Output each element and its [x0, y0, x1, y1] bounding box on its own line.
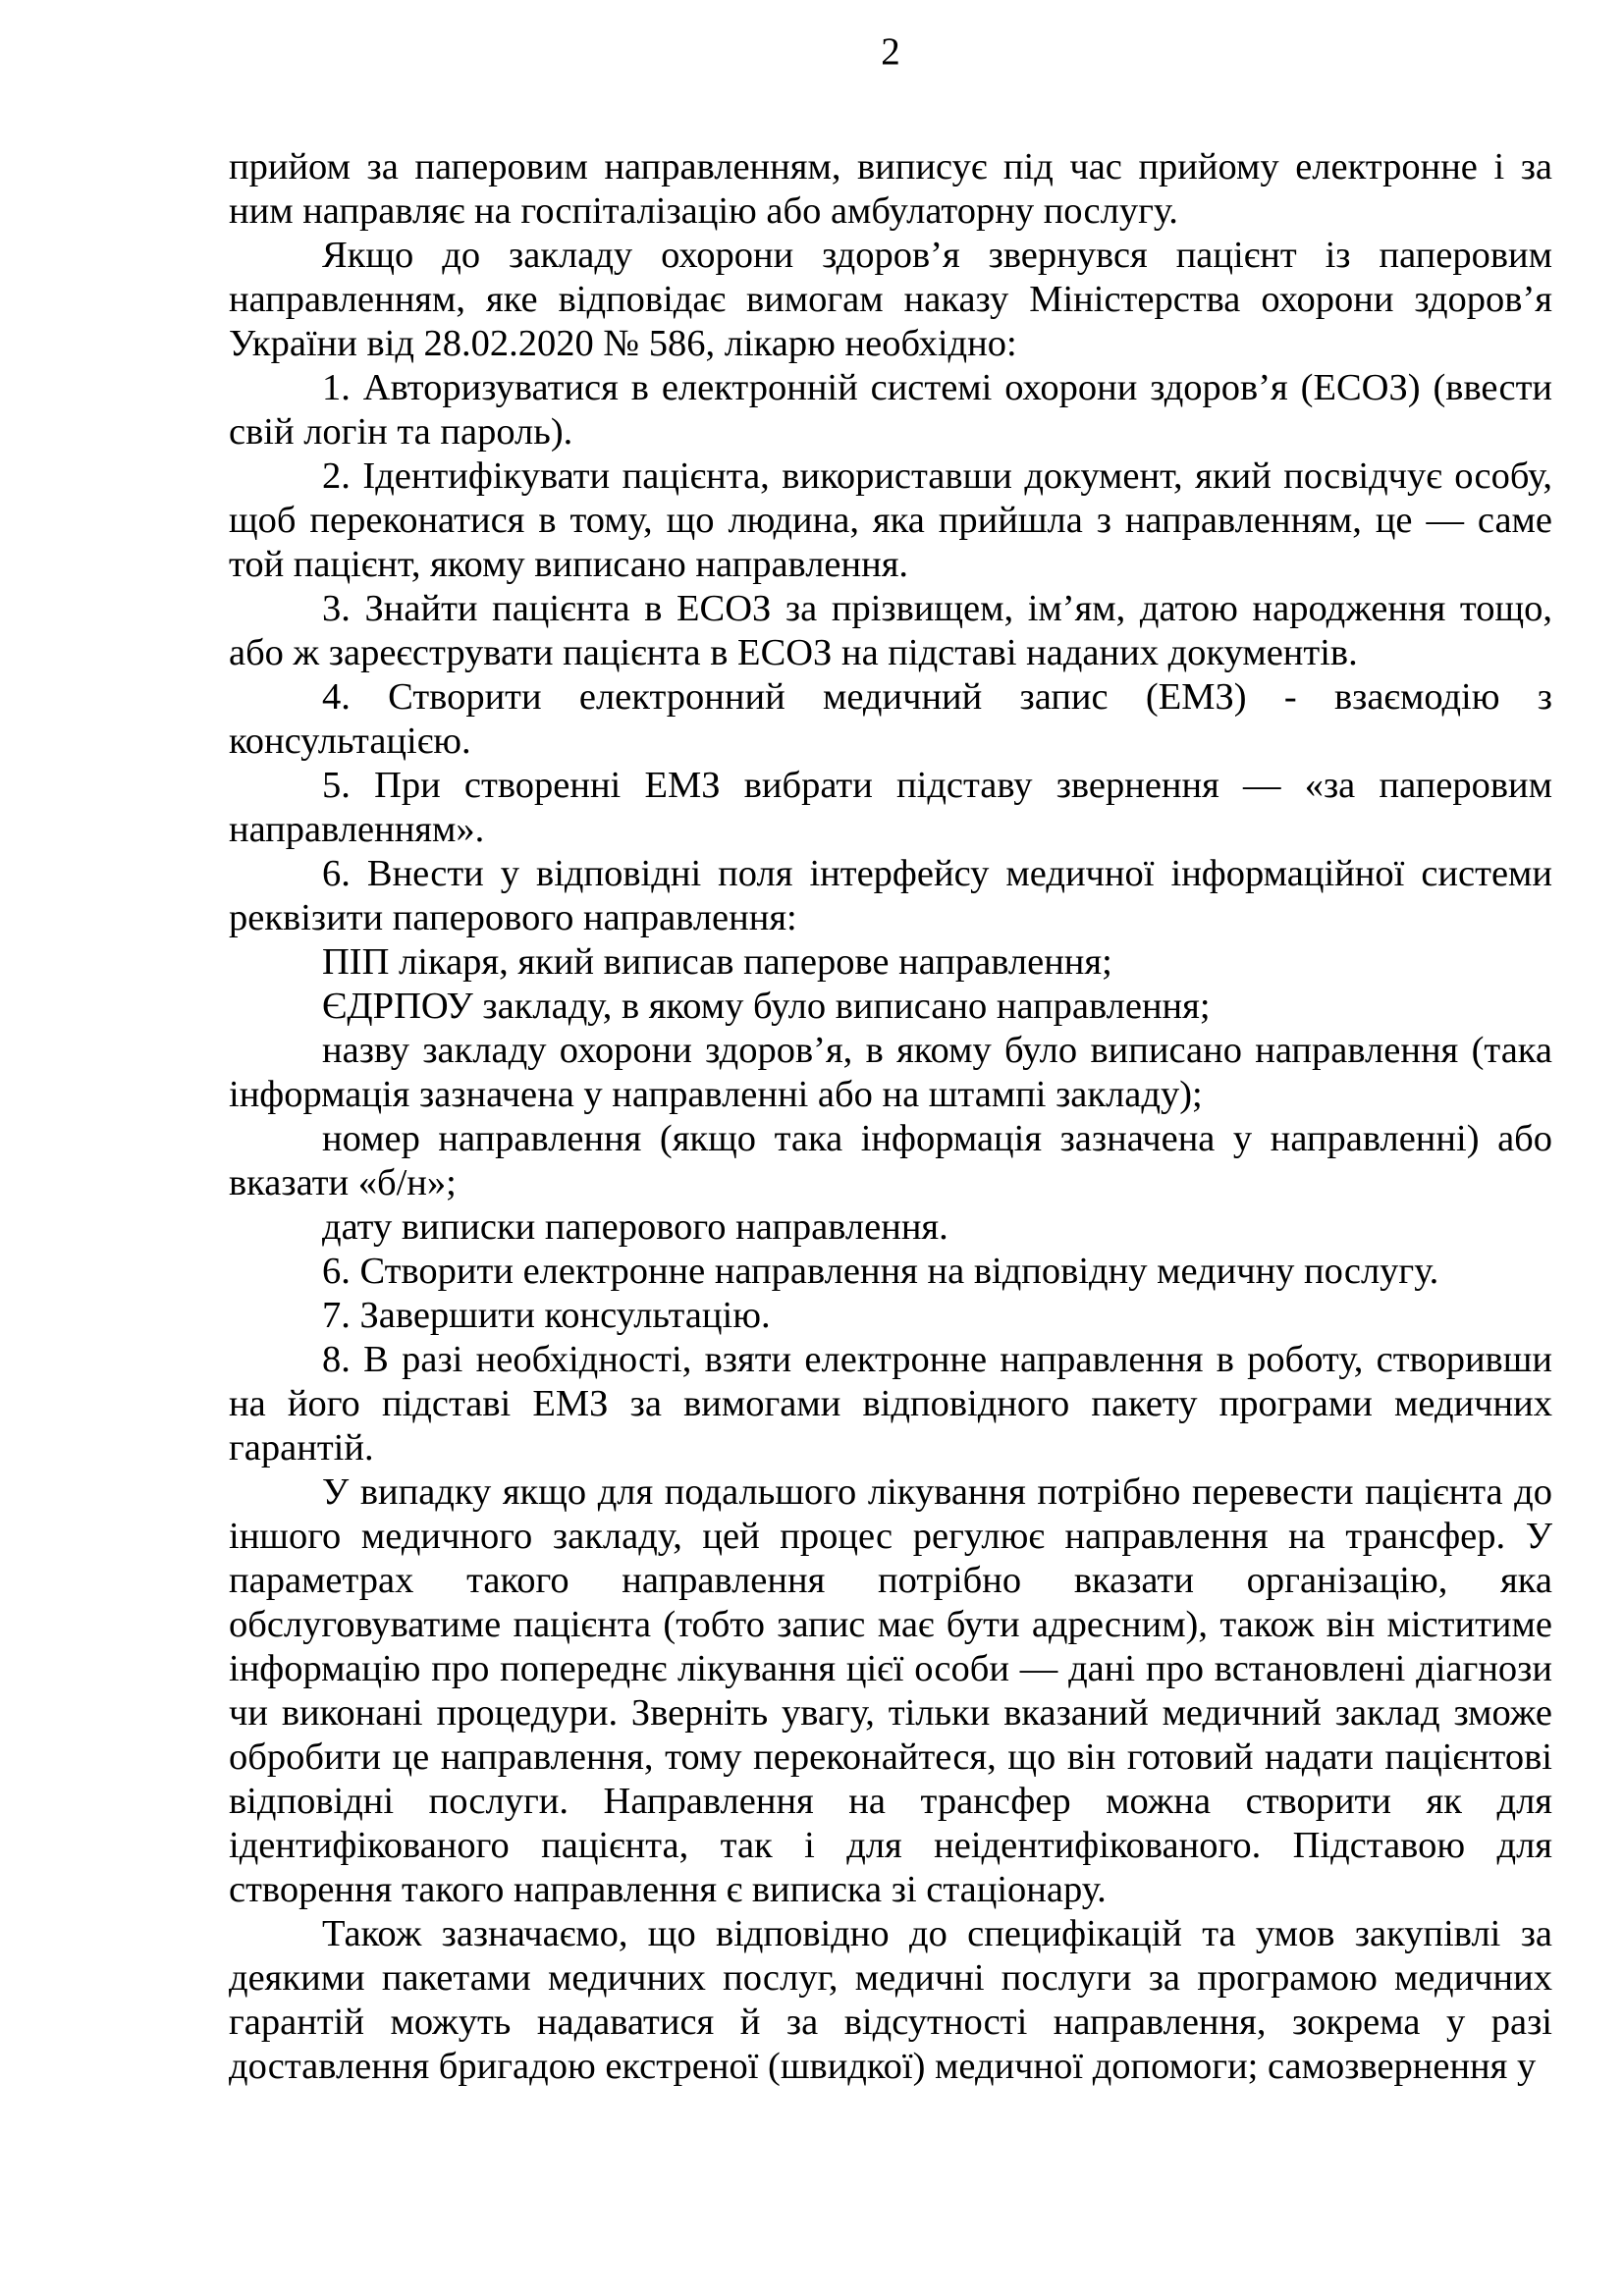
paragraph: 5. При створенні ЕМЗ вибрати підставу звернення — «за паперовим направленням». — [229, 765, 1552, 850]
paragraph: 2. Ідентифікувати пацієнта, використавши документ, який посвідчує особу, щоб переконатися в тому, що людина, яка прийшла з направленням, це — саме той пацієнт, якому виписано направлення. — [229, 455, 1552, 585]
paragraph: 4. Створити електронний медичний запис (ЕМЗ) - взаємодію з консультацією. — [229, 676, 1552, 762]
paragraph: 3. Знайти пацієнта в ЕСОЗ за прізвищем, ім’ям, датою народження тощо, або ж зареєструвати пацієнта в ЕСОЗ на підставі наданих документів. — [229, 588, 1552, 673]
paragraph: 6. Внести у відповідні поля інтерфейсу медичної інформаційної системи реквізити паперового направлення: — [229, 853, 1552, 938]
page-number: 2 — [881, 30, 900, 73]
paragraph: прийом за паперовим направленням, виписує під час прийому електронне і за ним направляє на госпіталізацію або амбулаторну послугу. — [229, 146, 1552, 232]
paragraph: Також зазначаємо, що відповідно до специфікацій та умов закупівлі за деякими пакетами медичних послуг, медичні послуги за програмою медичних гарантій можуть надаватися й за відсутності направлення, зокрема у разі доставлення бригадою екстреної (швидкої) медичної допомоги; самозвернення у — [229, 1913, 1552, 2087]
paragraph: 7. Завершити консультацію. — [322, 1295, 771, 1336]
paragraph: ПІП лікаря, який виписав паперове направлення; — [322, 941, 1112, 983]
paragraph: номер направлення (якщо така інформація зазначена у направленні) або вказати «б/н»; — [229, 1118, 1552, 1203]
paragraph: назву закладу охорони здоров’я, в якому було виписано направлення (така інформація зазначена у направленні або на штампі закладу); — [229, 1030, 1552, 1115]
paragraph: дату виписки паперового направлення. — [322, 1206, 948, 1248]
paragraph: У випадку якщо для подальшого лікування потрібно перевести пацієнта до іншого медичного закладу, цей процес регулює направлення на трансфер. У параметрах такого направлення потрібно вказати організацію, яка обслуговуватиме пацієнта (тобто запис має бути адресним), також він міститиме інформацію про попереднє лікування цієї особи — дані про встановлені діагнози чи виконані процедури. Зверніть увагу, тільки вказаний медичний заклад зможе обробити це направлення, тому переконайтеся, що він готовий надати пацієнтові відповідні послуги. Направлення на трансфер можна створити як для ідентифікованого пацієнта, так і для неідентифікованого. Підставою для створення такого направлення є виписка зі стаціонару. — [229, 1471, 1552, 1910]
paragraph: ЄДРПОУ закладу, в якому було виписано направлення; — [322, 986, 1211, 1027]
paragraph: 8. В разі необхідності, взяти електронне направлення в роботу, створивши на його підставі ЕМЗ за вимогами відповідного пакету програми медичних гарантій. — [229, 1339, 1552, 1468]
paragraph: Якщо до закладу охорони здоров’я звернувся пацієнт із паперовим направленням, яке відповідає вимогам наказу Міністерства охорони здоров’я України від 28.02.2020 № 586, лікарю необхідно: — [229, 235, 1552, 364]
paragraph: 6. Створити електронне направлення на відповідну медичну послугу. — [322, 1251, 1439, 1292]
paragraph: 1. Авторизуватися в електронній системі охорони здоров’я (ЕСОЗ) (ввести свій логін та пароль). — [229, 367, 1552, 453]
document-body — [229, 145, 1552, 2089]
